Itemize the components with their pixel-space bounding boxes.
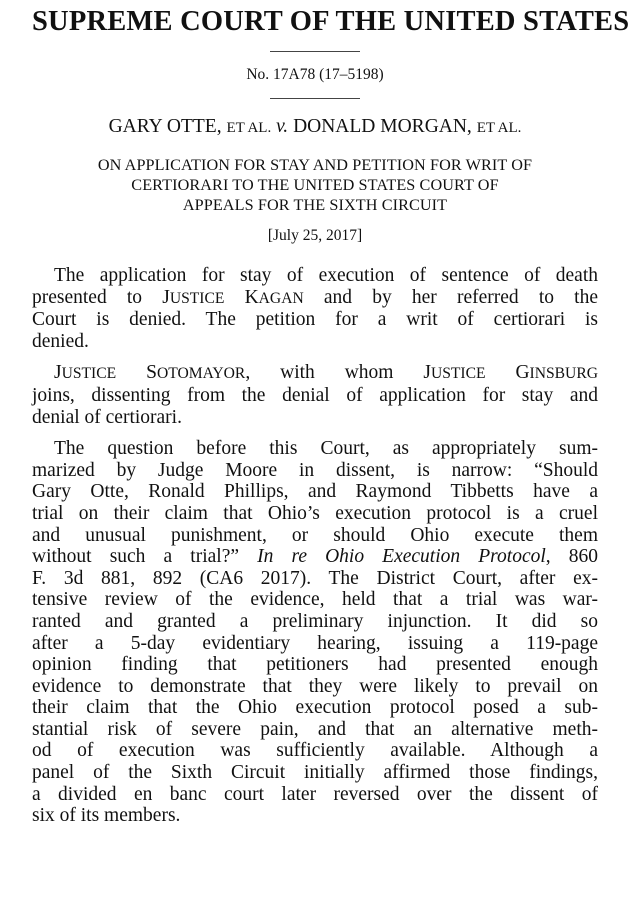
- application-line: APPEALS FOR THE SIXTH CIRCUIT: [182, 196, 448, 214]
- petitioner-name: GARY OTTE,: [108, 116, 227, 137]
- text-line: Court is denied. The petition for a writ of certiorari is: [32, 309, 598, 331]
- case-citation: In re Ohio Execution Protocol: [257, 546, 546, 568]
- text-line: and unusual punishment, or should Ohio execute them: [32, 524, 598, 546]
- text-line: marized by Judge Moore in dissent, is narrow: “Should: [32, 459, 598, 481]
- text-line: od of execution was sufficiently available. Although a: [32, 740, 598, 762]
- order-paragraph: [32, 265, 598, 352]
- text-line: after a 5-day evidentiary hearing, issuing a 119-page: [32, 632, 598, 654]
- opinion-page: [32, 0, 630, 827]
- divider-rule: [270, 98, 360, 99]
- case-caption: [32, 116, 598, 139]
- dissent-body-paragraph: [32, 438, 598, 827]
- text-line: joins, dissenting from the denial of application for stay and: [32, 384, 598, 406]
- petitioner-et-al: ET AL.: [226, 120, 272, 136]
- text-line: opinion finding that petitioners had presented enough: [32, 654, 598, 676]
- opinion-body: [32, 265, 598, 827]
- text-line: tensive review of the evidence, held that a trial was war-: [32, 589, 598, 611]
- text-line: denial of certiorari.: [32, 406, 182, 428]
- text-line: six of its members.: [32, 805, 181, 827]
- text-line: JUSTICE SOTOMAYOR, with whom JUSTICE GINSBURG: [54, 362, 598, 384]
- text-line: denied.: [32, 330, 89, 352]
- text-line: Gary Otte, Ronald Phillips, and Raymond Tibbetts have a: [32, 481, 598, 503]
- text-line: a divided en banc court later reversed over the dissent of: [32, 783, 598, 805]
- text-line: presented to JUSTICE KAGAN and by her referred to the: [32, 286, 598, 308]
- respondent-name: DONALD MORGAN,: [293, 116, 477, 137]
- text-line: their claim that the Ohio execution protocol posed a sub-: [32, 697, 598, 719]
- versus: v.: [271, 116, 294, 137]
- application-heading: [32, 155, 598, 215]
- text-line: trial on their claim that Ohio’s execution protocol is a cruel: [32, 502, 598, 524]
- dissent-intro-paragraph: [32, 362, 598, 428]
- text-line: The application for stay of execution of sentence of death: [54, 265, 598, 286]
- text-line: The question before this Court, as appropriately sum-: [54, 438, 598, 460]
- text-line: panel of the Sixth Circuit initially affirmed those findings,: [32, 762, 598, 784]
- respondent-et-al: ET AL.: [476, 120, 522, 136]
- application-line: CERTIORARI TO THE UNITED STATES COURT OF: [131, 176, 499, 194]
- divider-rule: [270, 51, 360, 52]
- text-line: stantial risk of severe pain, and that an alternative meth-: [32, 718, 598, 740]
- decision-date: [July 25, 2017]: [267, 227, 363, 244]
- text-line: F. 3d 881, 892 (CA6 2017). The District Court, after ex-: [32, 567, 598, 589]
- application-line: ON APPLICATION FOR STAY AND PETITION FOR WRIT OF: [97, 156, 533, 174]
- text-line: evidence to demonstrate that they were likely to prevail on: [32, 675, 598, 697]
- docket-number: No. 17A78 (17–5198): [246, 66, 384, 83]
- text-line: ranted and granted a preliminary injunction. It did so: [32, 610, 598, 632]
- court-title: SUPREME COURT OF THE UNITED STATES: [32, 6, 630, 37]
- text-line: without such a trial?” In re Ohio Execution Protocol, 860: [32, 546, 598, 568]
